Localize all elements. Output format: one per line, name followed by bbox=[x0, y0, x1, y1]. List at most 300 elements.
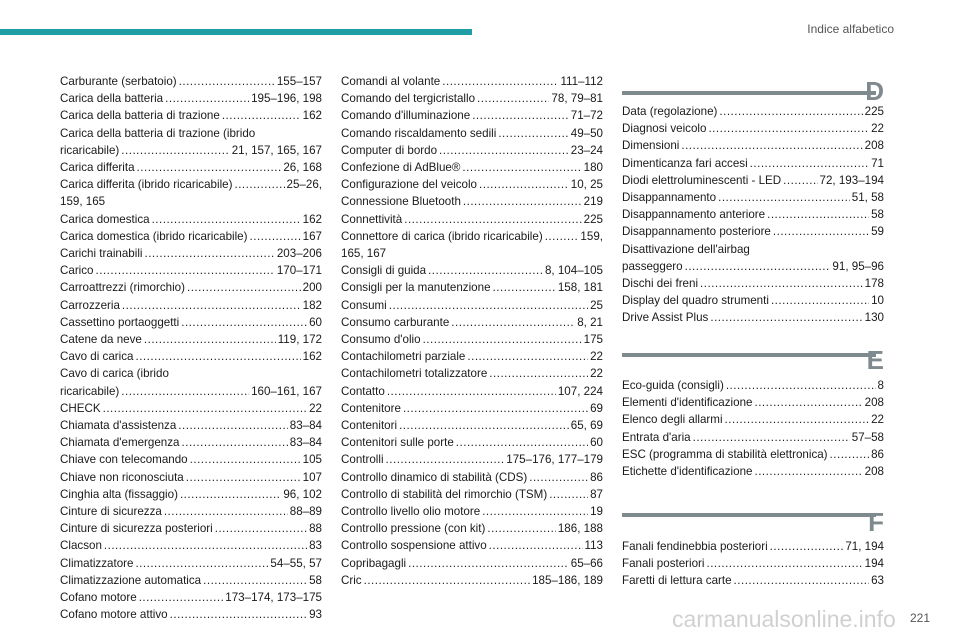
entry-term: Disappannamento bbox=[622, 191, 717, 205]
index-entry bbox=[60, 383, 322, 400]
section-rule bbox=[622, 91, 876, 95]
dot-leader bbox=[186, 469, 301, 486]
entry-pages: 194 bbox=[864, 557, 884, 571]
index-entry bbox=[622, 572, 884, 589]
entry-term: Contachilometri totalizzatore bbox=[341, 367, 488, 381]
dot-leader bbox=[710, 309, 862, 326]
index-entry bbox=[341, 262, 603, 279]
entry-term: Disappannamento anteriore bbox=[622, 208, 766, 222]
dot-leader bbox=[700, 275, 863, 292]
dot-leader bbox=[549, 486, 588, 503]
entry-term: Elementi d'identificazione bbox=[622, 396, 753, 410]
index-entry bbox=[341, 555, 603, 572]
dot-leader bbox=[725, 411, 870, 428]
entry-pages: 173–174, 173–175 bbox=[225, 591, 322, 605]
dot-leader bbox=[250, 228, 301, 245]
index-entry bbox=[341, 348, 603, 365]
index-entry bbox=[60, 434, 322, 451]
entry-term: Drive Assist Plus bbox=[622, 311, 709, 325]
entry-pages: 22 bbox=[590, 350, 603, 364]
entry-term: Dischi dei freni bbox=[622, 277, 699, 291]
entry-pages: 162 bbox=[302, 109, 322, 123]
entry-term: Cavo di carica (ibrido bbox=[60, 367, 169, 381]
index-entry bbox=[60, 159, 322, 176]
page-title: Indice alfabetico bbox=[807, 22, 894, 36]
dot-leader bbox=[708, 120, 869, 137]
index-entry bbox=[341, 159, 603, 176]
entry-term: Connettività bbox=[341, 212, 403, 226]
dot-leader bbox=[773, 223, 869, 240]
entry-pages: 96, 102 bbox=[283, 487, 322, 501]
index-entry bbox=[622, 206, 884, 223]
entry-pages: 113 bbox=[584, 539, 603, 553]
entry-pages: 22 bbox=[309, 401, 322, 415]
entry-term: ricaricabile) bbox=[60, 384, 120, 398]
dot-leader bbox=[681, 137, 862, 154]
section-letter: F bbox=[868, 507, 884, 537]
entry-term: Cofano motore attivo bbox=[60, 608, 168, 622]
entry-term: Consumo carburante bbox=[341, 315, 450, 329]
index-entry bbox=[60, 400, 322, 417]
dot-leader bbox=[364, 572, 530, 589]
entry-term: Carica differita (ibrido ricaricabile) bbox=[60, 178, 233, 192]
dot-leader bbox=[387, 383, 556, 400]
section-items bbox=[622, 377, 884, 480]
index-entry bbox=[60, 469, 322, 486]
index-entry bbox=[341, 176, 603, 193]
dot-leader bbox=[719, 103, 862, 120]
dot-leader bbox=[164, 503, 288, 520]
entry-pages: 69 bbox=[590, 401, 603, 415]
entry-term: Configurazione del veicolo bbox=[341, 178, 477, 192]
section-letter: E bbox=[866, 345, 884, 375]
entry-pages: 60 bbox=[590, 436, 603, 450]
entry-pages: 58 bbox=[309, 573, 322, 587]
entry-term: Chiamata d'emergenza bbox=[60, 436, 180, 450]
entry-term: Chiave non riconosciuta bbox=[60, 470, 184, 484]
index-entry bbox=[341, 73, 603, 90]
dot-leader bbox=[770, 538, 844, 555]
entry-term: Connessione Bluetooth bbox=[341, 195, 461, 209]
entry-term: Catene da neve bbox=[60, 333, 142, 347]
entry-pages: 225 bbox=[583, 212, 603, 226]
index-entry bbox=[622, 538, 884, 555]
index-entry bbox=[60, 486, 322, 503]
dot-leader bbox=[122, 297, 301, 314]
entry-term: Data (regolazione) bbox=[622, 105, 718, 118]
dot-leader bbox=[178, 417, 287, 434]
dot-leader bbox=[462, 159, 581, 176]
index-entry bbox=[622, 394, 884, 411]
index-entry bbox=[341, 417, 603, 434]
entry-pages: 49–50 bbox=[570, 126, 603, 140]
dot-leader bbox=[423, 331, 582, 348]
entry-term: 159, 165 bbox=[60, 195, 106, 209]
entry-term: Carica della batteria bbox=[60, 92, 164, 106]
index-entry bbox=[622, 241, 884, 258]
index-entry bbox=[341, 193, 603, 210]
entry-term: Contenitore bbox=[341, 401, 401, 415]
entry-term: Consumo d'olio bbox=[341, 333, 421, 347]
entry-term: Dimenticanza fari accesi bbox=[622, 156, 748, 170]
dot-leader bbox=[750, 155, 869, 172]
entry-term: Controlli bbox=[341, 453, 384, 467]
entry-term: Controllo livello olio motore bbox=[341, 505, 481, 519]
entry-term: Carica domestica (ibrido ricaricabile) bbox=[60, 229, 248, 243]
entry-term: Contenitori sulle porte bbox=[341, 436, 454, 450]
entry-term: Comandi al volante bbox=[341, 75, 441, 88]
index-entry bbox=[60, 314, 322, 331]
index-entry bbox=[341, 486, 603, 503]
index-entry bbox=[60, 348, 322, 365]
index-entry bbox=[341, 297, 603, 314]
entry-term: Carroattrezzi (rimorchio) bbox=[60, 281, 185, 295]
dot-leader bbox=[489, 537, 583, 554]
entry-pages: 25 bbox=[590, 298, 603, 312]
dot-leader bbox=[706, 555, 862, 572]
dot-leader bbox=[386, 451, 505, 468]
dot-leader bbox=[121, 383, 249, 400]
entry-pages: 162 bbox=[302, 212, 322, 226]
index-entry bbox=[60, 537, 322, 554]
dot-leader bbox=[222, 107, 301, 124]
entry-pages: 86 bbox=[871, 447, 884, 461]
index-entry bbox=[341, 469, 603, 486]
entry-term: Cassettino portaoggetti bbox=[60, 315, 180, 329]
entry-pages: 159, bbox=[580, 229, 603, 243]
entry-term: Climatizzatore bbox=[60, 556, 134, 570]
entry-term: Diagnosi veicolo bbox=[622, 122, 707, 136]
index-entry bbox=[60, 572, 322, 589]
index-entry bbox=[60, 606, 322, 623]
entry-term: Eco-guida (consigli) bbox=[622, 379, 724, 392]
dot-leader bbox=[180, 486, 281, 503]
index-entry bbox=[60, 193, 322, 210]
index-entry bbox=[622, 429, 884, 446]
dot-leader bbox=[685, 258, 831, 275]
index-entry bbox=[60, 589, 322, 606]
entry-pages: 167 bbox=[302, 229, 322, 243]
dot-leader bbox=[181, 314, 307, 331]
entry-pages: 8 bbox=[877, 379, 884, 392]
index-entry bbox=[622, 137, 884, 154]
index-entry bbox=[622, 189, 884, 206]
index-entry bbox=[341, 400, 603, 417]
index-column-2 bbox=[341, 73, 603, 589]
entry-term: Carichi trainabili bbox=[60, 247, 143, 261]
dot-leader bbox=[734, 572, 870, 589]
entry-pages: 162 bbox=[302, 350, 322, 364]
index-entry bbox=[341, 365, 603, 382]
dot-leader bbox=[144, 245, 274, 262]
index-entry bbox=[622, 103, 884, 120]
entry-term: Contenitori bbox=[341, 419, 398, 433]
entry-term: Disappannamento posteriore bbox=[622, 225, 771, 239]
section-rule bbox=[622, 353, 876, 357]
index-entry bbox=[341, 451, 603, 468]
index-entry bbox=[60, 417, 322, 434]
entry-pages: 65, 69 bbox=[570, 419, 603, 433]
entry-pages: 54–55, 57 bbox=[270, 556, 322, 570]
entry-term: Cric bbox=[341, 573, 362, 587]
entry-pages: 208 bbox=[864, 465, 884, 479]
dot-leader bbox=[479, 176, 569, 193]
entry-pages: 200 bbox=[302, 281, 322, 295]
index-entry bbox=[60, 228, 322, 245]
entry-pages: 107, 224 bbox=[557, 384, 603, 398]
dot-leader bbox=[718, 189, 850, 206]
dot-leader bbox=[456, 434, 588, 451]
dot-leader bbox=[472, 107, 569, 124]
entry-term: Clacson bbox=[60, 539, 102, 553]
entry-term: Carburante (serbatoio) bbox=[60, 75, 177, 88]
entry-pages: 219 bbox=[583, 195, 603, 209]
entry-pages: 88–89 bbox=[289, 505, 322, 519]
dot-leader bbox=[693, 429, 850, 446]
dot-leader bbox=[135, 348, 300, 365]
index-entry bbox=[60, 503, 322, 520]
entry-term: Consumi bbox=[341, 298, 387, 312]
index-entry bbox=[341, 142, 603, 159]
entry-term: Carica domestica bbox=[60, 212, 150, 226]
dot-leader bbox=[830, 446, 870, 463]
page-number: 221 bbox=[909, 611, 930, 625]
dot-leader bbox=[451, 314, 575, 331]
entry-term: Cinghia alta (fissaggio) bbox=[60, 487, 178, 501]
entry-pages: 182 bbox=[302, 298, 322, 312]
index-entry bbox=[622, 463, 884, 480]
entry-pages: 10 bbox=[871, 294, 884, 308]
dot-leader bbox=[545, 228, 579, 245]
entry-pages: 203–206 bbox=[276, 247, 322, 261]
entry-pages: 71–72 bbox=[570, 109, 603, 123]
entry-term: CHECK bbox=[60, 401, 101, 415]
entry-term: Dimensioni bbox=[622, 139, 680, 153]
index-entry bbox=[60, 176, 322, 193]
entry-term: Carico bbox=[60, 264, 94, 278]
entry-pages: 83–84 bbox=[289, 436, 322, 450]
entry-pages: 111–112 bbox=[560, 75, 603, 88]
entry-pages: 175–176, 177–179 bbox=[506, 453, 603, 467]
entry-term: Fanali fendinebbia posteriori bbox=[622, 540, 768, 553]
index-entry bbox=[60, 365, 322, 382]
entry-term: Carrozzeria bbox=[60, 298, 120, 312]
entry-term: Diodi elettroluminescenti - LED bbox=[622, 173, 782, 187]
dot-leader bbox=[487, 520, 556, 537]
dot-leader bbox=[399, 417, 569, 434]
dot-leader bbox=[529, 469, 588, 486]
index-entry bbox=[341, 503, 603, 520]
dot-leader bbox=[104, 537, 307, 554]
entry-term: Contatto bbox=[341, 384, 385, 398]
entry-pages: 57–58 bbox=[851, 430, 884, 444]
dot-leader bbox=[754, 463, 862, 480]
entry-term: Controllo dinamico di stabilità (CDS) bbox=[341, 470, 528, 484]
index-entry bbox=[341, 331, 603, 348]
dot-leader bbox=[404, 211, 581, 228]
dot-leader bbox=[439, 142, 569, 159]
dot-leader bbox=[754, 394, 862, 411]
index-entry bbox=[622, 411, 884, 428]
entry-pages: 63 bbox=[871, 574, 884, 588]
index-entry bbox=[622, 377, 884, 394]
dot-leader bbox=[498, 125, 568, 142]
entry-pages: 19 bbox=[590, 505, 603, 519]
dot-leader bbox=[477, 90, 549, 107]
entry-pages: 83–84 bbox=[289, 419, 322, 433]
section-items bbox=[622, 538, 884, 590]
dot-leader bbox=[403, 400, 588, 417]
dot-leader bbox=[767, 206, 869, 223]
entry-pages: 86 bbox=[590, 470, 603, 484]
watermark: carmanualsonline.info bbox=[672, 606, 896, 632]
entry-term: ricaricabile) bbox=[60, 143, 120, 157]
dot-leader bbox=[190, 451, 301, 468]
dot-leader bbox=[467, 348, 588, 365]
entry-pages: 208 bbox=[864, 139, 884, 153]
entry-term: Elenco degli allarmi bbox=[622, 413, 723, 427]
entry-pages: 170–171 bbox=[276, 264, 322, 278]
index-entry bbox=[60, 142, 322, 159]
entry-term: 165, 167 bbox=[341, 247, 387, 261]
index-entry bbox=[622, 292, 884, 309]
entry-pages: 59 bbox=[871, 225, 884, 239]
index-entry bbox=[60, 73, 322, 90]
index-entry bbox=[622, 555, 884, 572]
entry-pages: 8, 104–105 bbox=[544, 264, 603, 278]
entry-pages: 175 bbox=[583, 333, 603, 347]
entry-term: Controllo sospensione attivo bbox=[341, 539, 487, 553]
index-entry bbox=[341, 245, 603, 262]
dot-leader bbox=[389, 297, 588, 314]
index-entry bbox=[341, 537, 603, 554]
entry-term: Confezione di AdBlue® bbox=[341, 161, 461, 175]
entry-term: Faretti di lettura carte bbox=[622, 574, 732, 588]
dot-leader bbox=[783, 172, 817, 189]
index-entry bbox=[60, 297, 322, 314]
entry-pages: 83 bbox=[309, 539, 322, 553]
dot-leader bbox=[408, 555, 569, 572]
dot-leader bbox=[215, 520, 307, 537]
entry-pages: 158, 181 bbox=[557, 281, 603, 295]
entry-term: Comando riscaldamento sedili bbox=[341, 126, 497, 140]
entry-term: Carica differita bbox=[60, 161, 135, 175]
entry-term: Carica della batteria di trazione (ibrido bbox=[60, 126, 256, 140]
entry-pages: 225 bbox=[864, 105, 884, 118]
entry-term: Climatizzazione automatica bbox=[60, 573, 202, 587]
dot-leader bbox=[144, 331, 276, 348]
entry-term: Copribagagli bbox=[341, 556, 407, 570]
dot-leader bbox=[182, 434, 288, 451]
index-entry bbox=[60, 211, 322, 228]
entry-pages: 10, 25 bbox=[570, 178, 603, 192]
section-rule bbox=[622, 513, 876, 517]
index-entry bbox=[60, 125, 322, 142]
entry-pages: 60 bbox=[309, 315, 322, 329]
entry-pages: 87 bbox=[590, 487, 603, 501]
entry-pages: 51, 58 bbox=[851, 191, 884, 205]
index-column-1 bbox=[60, 73, 322, 624]
dot-leader bbox=[152, 211, 301, 228]
section-letter: D bbox=[865, 76, 884, 106]
entry-pages: 180 bbox=[583, 161, 603, 175]
entry-term: Cinture di sicurezza posteriori bbox=[60, 522, 213, 536]
index-entry bbox=[60, 107, 322, 124]
index-entry bbox=[341, 383, 603, 400]
index-entry bbox=[60, 262, 322, 279]
index-entry bbox=[622, 223, 884, 240]
dot-leader bbox=[121, 142, 229, 159]
entry-term: passeggero bbox=[622, 259, 683, 273]
dot-leader bbox=[103, 400, 308, 417]
header-accent-bar bbox=[0, 29, 472, 35]
index-entry bbox=[341, 107, 603, 124]
index-entry bbox=[60, 245, 322, 262]
index-entry bbox=[622, 446, 884, 463]
entry-pages: 71 bbox=[871, 156, 884, 170]
index-entry bbox=[341, 90, 603, 107]
entry-term: Etichette d'identificazione bbox=[622, 465, 753, 479]
entry-pages: 130 bbox=[864, 311, 884, 325]
index-entry bbox=[622, 309, 884, 326]
entry-term: Cofano motore bbox=[60, 591, 137, 605]
entry-pages: 107 bbox=[302, 470, 322, 484]
entry-term: Consigli per la manutenzione bbox=[341, 281, 491, 295]
entry-pages: 93 bbox=[309, 608, 322, 622]
entry-term: Controllo pressione (con kit) bbox=[341, 522, 486, 536]
entry-term: Connettore di carica (ibrido ricaricabile) bbox=[341, 229, 543, 243]
entry-term: Computer di bordo bbox=[341, 143, 438, 157]
entry-pages: 119, 172 bbox=[277, 333, 322, 347]
entry-term: Fanali posteriori bbox=[622, 557, 705, 571]
entry-term: Chiamata d'assistenza bbox=[60, 419, 177, 433]
entry-pages: 71, 194 bbox=[845, 540, 884, 553]
entry-pages: 186, 188 bbox=[557, 522, 603, 536]
entry-pages: 208 bbox=[864, 396, 884, 410]
entry-term: Entrata d'aria bbox=[622, 430, 691, 444]
entry-term: Comando d'illuminazione bbox=[341, 109, 471, 123]
entry-term: Consigli di guida bbox=[341, 264, 427, 278]
index-entry bbox=[622, 258, 884, 275]
index-entry bbox=[60, 520, 322, 537]
entry-term: Contachilometri parziale bbox=[341, 350, 466, 364]
dot-leader bbox=[137, 159, 282, 176]
entry-term: Display del quadro strumenti bbox=[622, 294, 769, 308]
section-items bbox=[622, 103, 884, 327]
index-entry bbox=[622, 275, 884, 292]
index-entry bbox=[60, 555, 322, 572]
dot-leader bbox=[170, 606, 307, 623]
entry-term: Carica della batteria di trazione bbox=[60, 109, 220, 123]
entry-term: Chiave con telecomando bbox=[60, 453, 188, 467]
dot-leader bbox=[139, 589, 224, 606]
dot-leader bbox=[187, 279, 301, 296]
index-entry bbox=[60, 279, 322, 296]
entry-term: Cinture di sicurezza bbox=[60, 505, 162, 519]
entry-term: Cavo di carica bbox=[60, 350, 134, 364]
entry-pages: 72, 193–194 bbox=[819, 173, 884, 187]
index-entry bbox=[622, 155, 884, 172]
dot-leader bbox=[463, 193, 582, 210]
index-entry bbox=[60, 90, 322, 107]
index-entry bbox=[341, 279, 603, 296]
entry-pages: 21, 157, 165, 167 bbox=[231, 143, 322, 157]
dot-leader bbox=[726, 377, 876, 394]
dot-leader bbox=[493, 279, 556, 296]
entry-pages: 78, 79–81 bbox=[551, 92, 603, 106]
entry-pages: 22 bbox=[590, 367, 603, 381]
entry-pages: 58 bbox=[871, 208, 884, 222]
